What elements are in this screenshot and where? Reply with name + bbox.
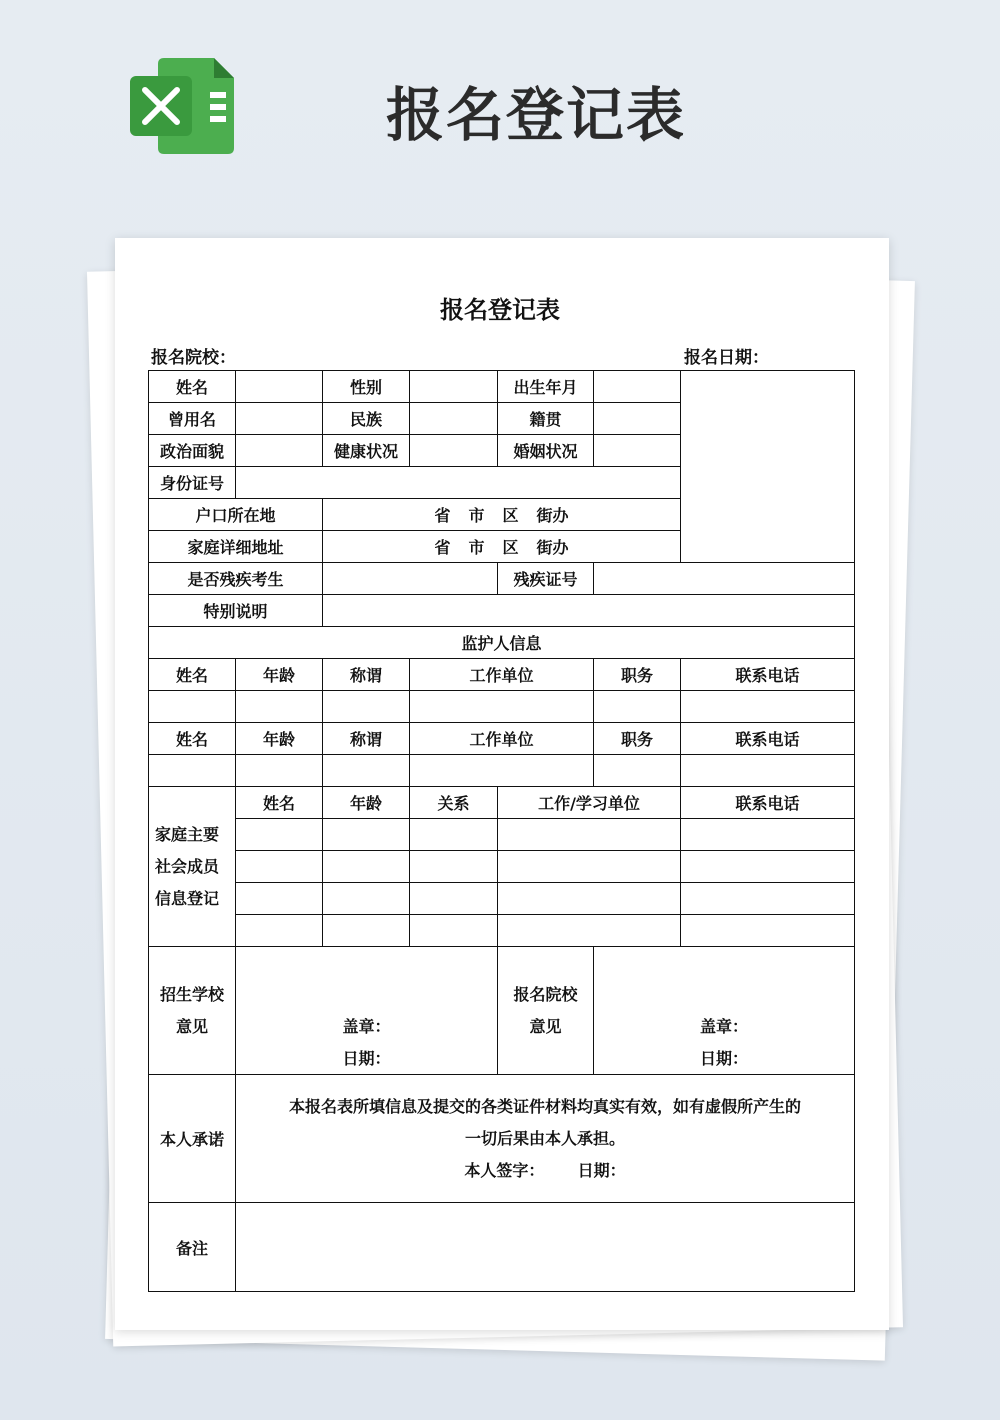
family-relation-field[interactable] [410,819,498,851]
gender-field[interactable] [410,371,498,403]
family-row [149,915,855,947]
photo-area[interactable] [681,371,855,563]
guardian-title-field[interactable] [323,755,410,787]
pledge-sign-line[interactable] [242,1155,848,1187]
guardian-col-name: 姓名 [149,723,236,755]
family-employer-field[interactable] [498,883,681,915]
city-text: 市 [468,538,485,557]
guardian-col-age: 年龄 [236,659,323,691]
ethnicity-field[interactable] [410,403,498,435]
apply-label-line: 意见 [529,1016,562,1036]
guardian-phone-field[interactable] [681,755,855,787]
guardian-col-title: 称谓 [323,659,410,691]
apply-seal-text: 盖章： [699,1017,748,1036]
health-label: 健康状况 [323,435,410,467]
district-text: 区 [502,506,519,525]
pledge-label: 本人承诺 [149,1075,236,1203]
recruit-opinion-field[interactable] [236,947,498,1075]
remarks-label: 备注 [149,1203,236,1292]
name-label: 姓名 [149,371,236,403]
recruit-label-line: 意见 [175,1016,208,1036]
id-number-field[interactable] [236,467,681,499]
pledge-date-label: 日期： [577,1160,626,1180]
marital-field[interactable] [594,435,681,467]
guardian-col-phone: 联系电话 [681,659,855,691]
pledge-text-line2: 一切后果由本人承担。 [464,1128,625,1148]
guardian-col-age: 年龄 [236,723,323,755]
family-employer-field[interactable] [498,819,681,851]
hukou-field[interactable] [323,499,681,531]
birth-field[interactable] [594,371,681,403]
disabled-field[interactable] [323,563,498,595]
pledge-content [236,1075,855,1203]
family-phone-field[interactable] [681,819,855,851]
guardian-col-title: 称谓 [323,723,410,755]
guardian-row [149,755,855,787]
family-name-field[interactable] [236,819,323,851]
family-name-field[interactable] [236,915,323,947]
family-section-label [149,787,236,947]
guardian-col-employer: 工作单位 [410,723,594,755]
former-name-field[interactable] [236,403,323,435]
guardian-position-field[interactable] [594,755,681,787]
politics-field[interactable] [236,435,323,467]
guardian-age-field[interactable] [236,755,323,787]
family-label-line: 家庭主要 [155,824,220,844]
disability-cert-field[interactable] [594,563,855,595]
document-title: 报名登记表 [440,296,560,324]
recruit-opinion-label [149,947,236,1075]
family-relation-field[interactable] [410,883,498,915]
family-age-field[interactable] [323,915,410,947]
family-label-line: 信息登记 [155,888,220,908]
family-phone-field[interactable] [681,883,855,915]
family-relation-field[interactable] [410,851,498,883]
health-field[interactable] [410,435,498,467]
recruit-seal-text: 盖章： [342,1017,391,1036]
school-label: 报名院校： [151,348,236,368]
apply-label-line: 报名院校 [513,984,578,1004]
family-age-field[interactable] [323,851,410,883]
registration-form [148,370,855,1292]
guardian-phone-field[interactable] [681,691,855,723]
marital-label: 婚姻状况 [498,435,594,467]
family-phone-field[interactable] [681,851,855,883]
guardian-col-position: 职务 [594,723,681,755]
province-text: 省 [434,538,451,557]
pledge-sign-label: 本人签字： [464,1160,545,1180]
family-col-employer: 工作/学习单位 [498,787,681,819]
family-col-name: 姓名 [236,787,323,819]
excel-icon [130,58,234,154]
guardian-col-position: 职务 [594,659,681,691]
guardian-col-employer: 工作单位 [410,659,594,691]
guardian-col-name: 姓名 [149,659,236,691]
family-row [149,851,855,883]
family-name-field[interactable] [236,851,323,883]
home-address-label: 家庭详细地址 [149,531,323,563]
guardian-name-field[interactable] [149,691,236,723]
family-col-age: 年龄 [323,787,410,819]
banner-title: 报名登记表 [386,81,687,149]
special-note-label: 特别说明 [149,595,323,627]
hukou-label: 户口所在地 [149,499,323,531]
district-text: 区 [502,538,519,557]
subdistrict-text: 街办 [536,506,569,525]
recruit-date-text: 日期： [342,1049,391,1068]
gender-label: 性别 [323,371,410,403]
city-text: 市 [468,506,485,525]
family-col-relation: 关系 [410,787,498,819]
guardian-section-title: 监护人信息 [149,627,855,659]
apply-opinion-label [498,947,594,1075]
family-age-field[interactable] [323,819,410,851]
pledge-text-line1: 本报名表所填信息及提交的各类证件材料均真实有效，如有虚假所产生的 [288,1096,801,1116]
native-place-field[interactable] [594,403,681,435]
native-place-label: 籍贯 [498,403,594,435]
name-field[interactable] [236,371,323,403]
guardian-row [149,691,855,723]
family-col-phone: 联系电话 [681,787,855,819]
family-phone-field[interactable] [681,915,855,947]
guardian-col-phone: 联系电话 [681,723,855,755]
guardian-employer-field[interactable] [410,691,594,723]
family-row [149,819,855,851]
ethnicity-label: 民族 [323,403,410,435]
guardian-title-field[interactable] [323,691,410,723]
subdistrict-text: 街办 [536,538,569,557]
recruit-label-line: 招生学校 [159,984,224,1004]
disabled-label: 是否残疾考生 [149,563,323,595]
family-label-line: 社会成员 [155,856,220,876]
family-employer-field[interactable] [498,851,681,883]
province-text: 省 [434,506,451,525]
birth-label: 出生年月 [498,371,594,403]
remarks-field[interactable] [236,1203,855,1292]
home-address-field[interactable] [323,531,681,563]
guardian-age-field[interactable] [236,691,323,723]
date-label: 报名日期： [684,348,769,368]
guardian-name-field[interactable] [149,755,236,787]
special-note-field[interactable] [323,595,855,627]
former-name-label: 曾用名 [149,403,236,435]
family-row [149,883,855,915]
family-name-field[interactable] [236,883,323,915]
guardian-position-field[interactable] [594,691,681,723]
family-relation-field[interactable] [410,915,498,947]
disability-cert-label: 残疾证号 [498,563,594,595]
family-employer-field[interactable] [498,915,681,947]
apply-date-text: 日期： [699,1049,748,1068]
politics-label: 政治面貌 [149,435,236,467]
family-age-field[interactable] [323,883,410,915]
id-number-label: 身份证号 [149,467,236,499]
apply-opinion-field[interactable] [594,947,855,1075]
guardian-employer-field[interactable] [410,755,594,787]
